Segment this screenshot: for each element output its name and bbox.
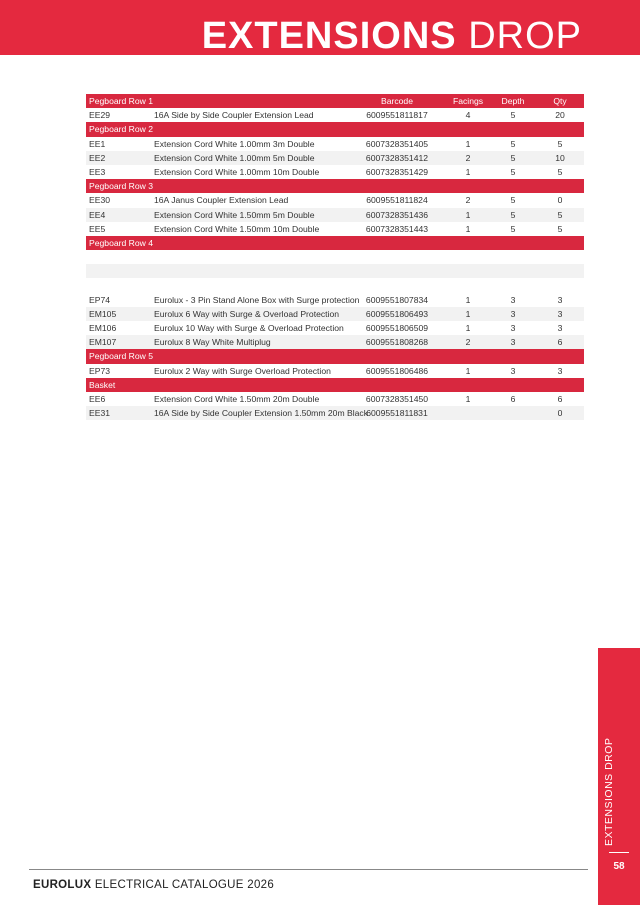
product-depth: 3 bbox=[510, 337, 516, 348]
product-qty: 5 bbox=[557, 138, 563, 149]
product-qty: 20 bbox=[555, 110, 565, 121]
product-barcode: 6009551806493 bbox=[365, 308, 429, 319]
product-table bbox=[86, 94, 584, 420]
product-description: Eurolux 10 Way with Surge & Overload Protection bbox=[154, 323, 344, 333]
footer-brand: EUROLUX bbox=[33, 879, 92, 891]
product-code: EE31 bbox=[89, 408, 111, 419]
product-barcode: 6009551806509 bbox=[365, 323, 429, 333]
section-label: Basket bbox=[89, 379, 116, 390]
table-row bbox=[86, 137, 584, 151]
side-tab-label: EXTENSIONS DROP bbox=[603, 737, 615, 846]
product-depth: 5 bbox=[510, 195, 516, 206]
product-qty: 3 bbox=[557, 308, 563, 319]
table-row bbox=[86, 364, 584, 378]
column-header-qty: Qty bbox=[553, 96, 567, 106]
product-description: Eurolux 6 Way with Surge & Overload Protection bbox=[154, 308, 340, 319]
product-facings: 1 bbox=[465, 323, 471, 333]
product-description: Extension Cord White 1.50mm 5m Double bbox=[154, 209, 315, 220]
product-depth: 5 bbox=[510, 152, 516, 163]
column-header-depth: Depth bbox=[501, 96, 525, 106]
product-qty: 0 bbox=[557, 408, 563, 419]
product-depth: 5 bbox=[510, 166, 516, 177]
table-row bbox=[86, 151, 584, 165]
product-facings: 1 bbox=[465, 308, 471, 319]
product-barcode: 6007328351405 bbox=[365, 138, 429, 149]
product-code: EE5 bbox=[89, 223, 106, 234]
blank-row bbox=[86, 250, 584, 264]
section-label: Pegboard Row 4 bbox=[89, 237, 154, 248]
product-facings: 2 bbox=[465, 152, 471, 163]
product-depth: 5 bbox=[510, 138, 516, 149]
table-row bbox=[86, 293, 584, 307]
product-description: 16A Side by Side Coupler Extension Lead bbox=[154, 110, 314, 121]
product-barcode: 6009551811831 bbox=[366, 408, 428, 419]
product-description: Extension Cord White 1.50mm 10m Double bbox=[154, 223, 320, 234]
table-row bbox=[86, 392, 584, 406]
table-row bbox=[86, 307, 584, 321]
page-title-light: DROP bbox=[468, 15, 582, 55]
product-qty: 5 bbox=[557, 166, 563, 177]
section-header bbox=[86, 349, 584, 363]
product-code: EM105 bbox=[89, 308, 117, 319]
footer-divider bbox=[29, 869, 588, 870]
product-code: EE3 bbox=[89, 166, 106, 177]
section-header bbox=[86, 236, 584, 250]
product-barcode: 6009551811824 bbox=[366, 195, 428, 206]
product-barcode: 6007328351450 bbox=[365, 393, 429, 404]
product-depth: 3 bbox=[510, 323, 516, 333]
product-barcode: 6009551808268 bbox=[365, 337, 429, 348]
product-description: Eurolux - 3 Pin Stand Alone Box with Surge protection bbox=[154, 294, 360, 305]
table-row bbox=[86, 193, 584, 207]
product-facings: 1 bbox=[465, 166, 471, 177]
table-row bbox=[86, 108, 584, 122]
product-barcode: 6009551811817 bbox=[366, 110, 428, 121]
product-qty: 6 bbox=[557, 393, 563, 404]
header-banner bbox=[0, 0, 640, 55]
page-number: 58 bbox=[613, 861, 625, 872]
product-depth: 6 bbox=[510, 393, 516, 404]
product-depth: 5 bbox=[510, 110, 516, 121]
product-depth: 3 bbox=[510, 365, 516, 376]
product-facings: 2 bbox=[465, 337, 471, 348]
table-row bbox=[86, 208, 584, 222]
product-description: Extension Cord White 1.00mm 10m Double bbox=[154, 166, 320, 177]
page-title bbox=[202, 16, 582, 55]
product-barcode: 6007328351412 bbox=[365, 152, 429, 163]
product-description: Extension Cord White 1.00mm 5m Double bbox=[154, 152, 315, 163]
product-facings: 1 bbox=[465, 393, 471, 404]
product-barcode: 6009551806486 bbox=[365, 365, 429, 376]
section-label: Pegboard Row 3 bbox=[89, 181, 154, 192]
product-code: EE29 bbox=[89, 110, 111, 121]
product-facings: 1 bbox=[465, 365, 471, 376]
product-qty: 3 bbox=[557, 294, 563, 305]
side-tab-divider bbox=[609, 852, 629, 853]
product-code: EE4 bbox=[89, 209, 106, 220]
section-label: Pegboard Row 5 bbox=[89, 351, 154, 362]
product-code: EE2 bbox=[89, 152, 106, 163]
product-code: EE30 bbox=[89, 195, 111, 206]
table-row bbox=[86, 321, 584, 335]
table-row bbox=[86, 222, 584, 236]
product-description: 16A Side by Side Coupler Extension 1.50mm 20m Black bbox=[154, 408, 369, 419]
product-qty: 10 bbox=[555, 152, 565, 163]
product-depth: 5 bbox=[510, 223, 516, 234]
product-code: EM106 bbox=[89, 323, 117, 333]
section-header bbox=[86, 122, 584, 136]
section-header bbox=[86, 378, 584, 392]
product-barcode: 6007328351443 bbox=[365, 223, 429, 234]
product-description: Extension Cord White 1.50mm 20m Double bbox=[154, 393, 320, 404]
product-qty: 6 bbox=[557, 337, 563, 348]
product-qty: 3 bbox=[557, 323, 563, 333]
product-description: Extension Cord White 1.00mm 3m Double bbox=[154, 138, 315, 149]
product-qty: 5 bbox=[557, 223, 563, 234]
product-depth: 5 bbox=[510, 209, 516, 220]
product-barcode: 6007328351436 bbox=[365, 209, 429, 220]
page-title-bold: EXTENSIONS bbox=[201, 15, 457, 55]
table-row bbox=[86, 165, 584, 179]
table-row bbox=[86, 406, 584, 420]
product-depth: 3 bbox=[510, 294, 516, 305]
section-label: Pegboard Row 1 bbox=[89, 96, 154, 106]
product-facings: 1 bbox=[465, 138, 471, 149]
product-qty: 3 bbox=[557, 365, 563, 376]
column-header-facings: Facings bbox=[452, 96, 484, 106]
product-facings: 2 bbox=[465, 195, 471, 206]
product-depth: 3 bbox=[510, 308, 516, 319]
product-description: Eurolux 8 Way White Multiplug bbox=[154, 337, 271, 348]
product-barcode: 6007328351429 bbox=[365, 166, 429, 177]
section-label: Pegboard Row 2 bbox=[89, 124, 154, 135]
product-description: Eurolux 2 Way with Surge Overload Protection bbox=[154, 365, 331, 376]
side-tab bbox=[598, 648, 640, 905]
footer-text: ELECTRICAL CATALOGUE 2026 bbox=[91, 879, 275, 891]
product-code: EP73 bbox=[89, 365, 111, 376]
blank-row bbox=[86, 264, 584, 278]
product-facings: 1 bbox=[465, 294, 471, 305]
table-row bbox=[86, 335, 584, 349]
footer bbox=[33, 879, 274, 891]
column-header-barcode: Barcode bbox=[380, 96, 413, 106]
blank-row bbox=[86, 278, 584, 292]
section-header bbox=[86, 94, 584, 108]
product-code: EP74 bbox=[89, 294, 111, 305]
product-barcode: 6009551807834 bbox=[365, 294, 429, 305]
product-qty: 0 bbox=[557, 195, 563, 206]
product-qty: 5 bbox=[557, 209, 563, 220]
product-code: EM107 bbox=[89, 337, 117, 348]
section-header bbox=[86, 179, 584, 193]
product-facings: 1 bbox=[465, 223, 471, 234]
product-facings: 1 bbox=[465, 209, 471, 220]
product-facings: 4 bbox=[465, 110, 471, 121]
product-code: EE6 bbox=[89, 393, 106, 404]
product-description: 16A Janus Coupler Extension Lead bbox=[154, 195, 289, 206]
product-code: EE1 bbox=[89, 138, 106, 149]
